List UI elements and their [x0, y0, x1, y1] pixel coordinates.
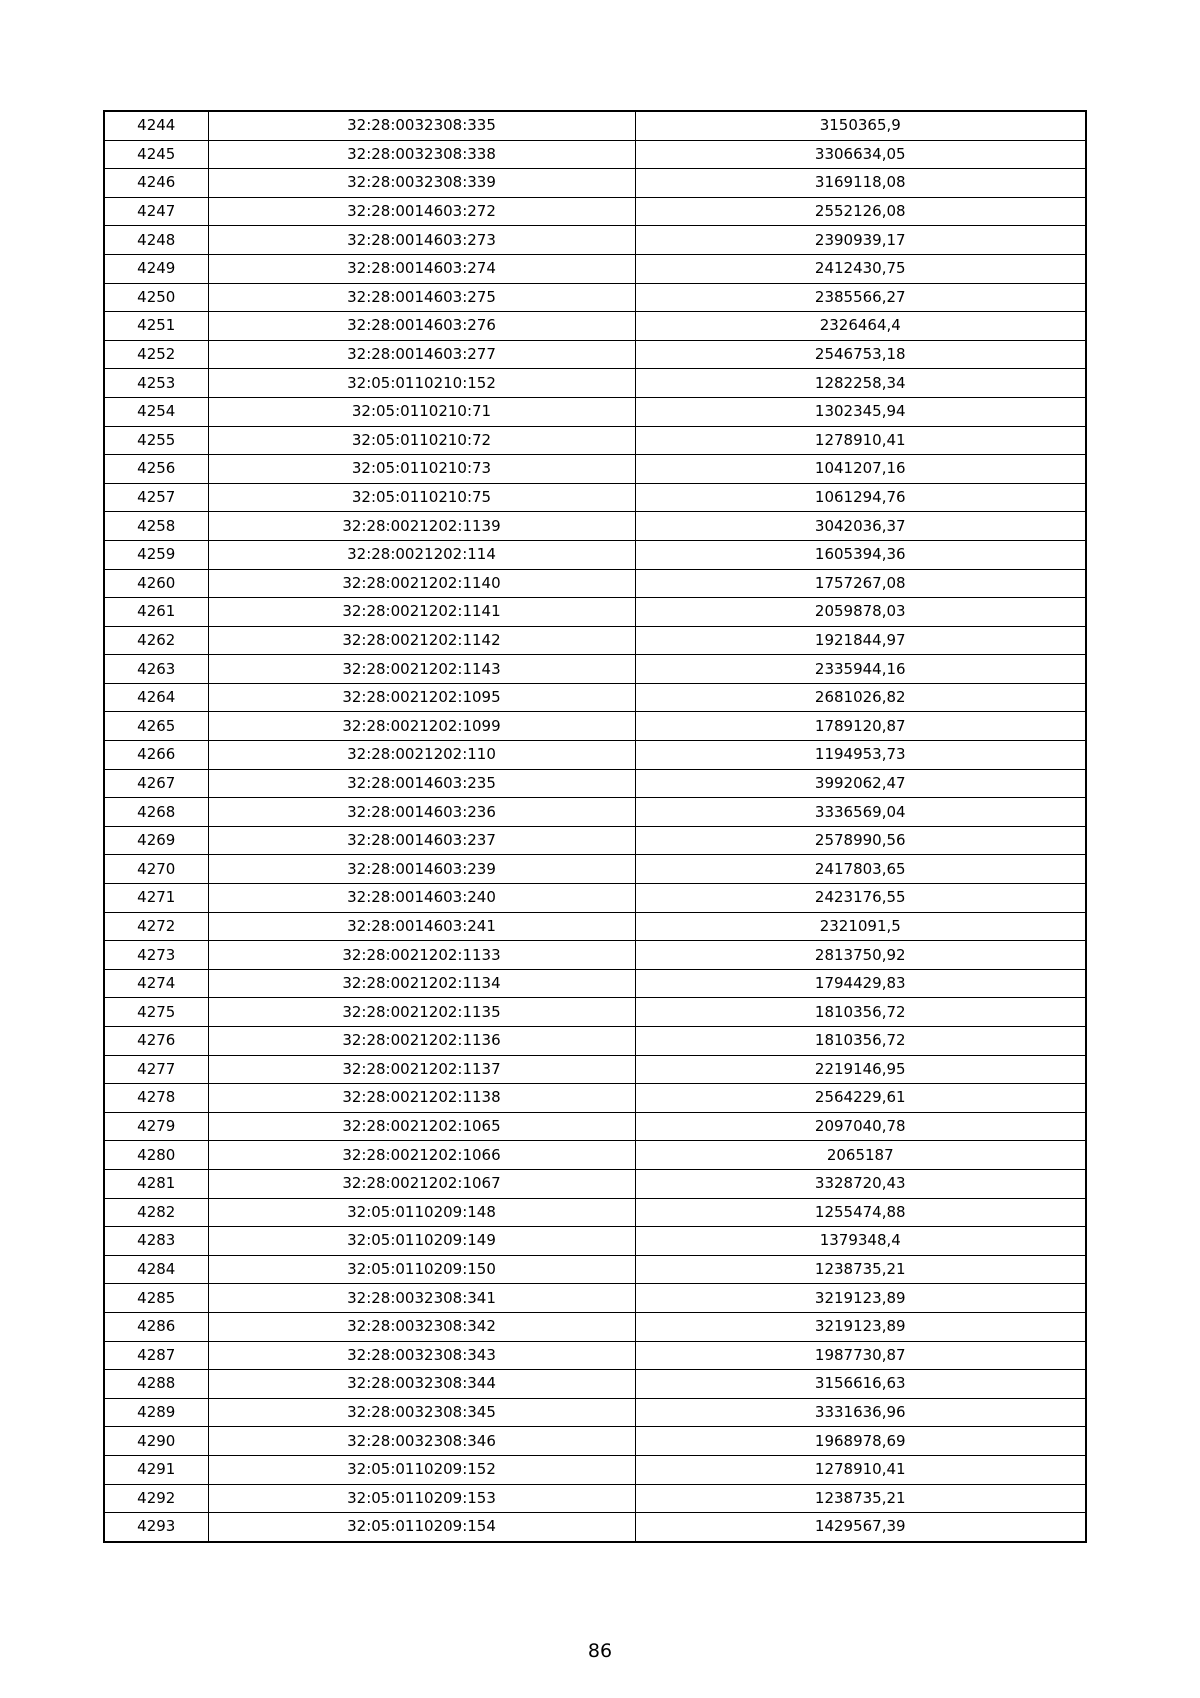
row-number-cell: 4282: [104, 1198, 208, 1227]
table-row: [104, 683, 1086, 712]
value-cell: 2417803,65: [635, 855, 1086, 884]
cadastral-number-cell: 32:28:0032308:345: [208, 1398, 635, 1427]
cadastral-number-cell: 32:28:0021202:1066: [208, 1141, 635, 1170]
value-cell: 2564229,61: [635, 1084, 1086, 1113]
value-cell: 1794429,83: [635, 969, 1086, 998]
table-row: [104, 1198, 1086, 1227]
value-cell: 1061294,76: [635, 483, 1086, 512]
cadastral-number-cell: 32:28:0032308:335: [208, 111, 635, 140]
value-cell: 2335944,16: [635, 655, 1086, 684]
cadastral-number-cell: 32:28:0014603:277: [208, 340, 635, 369]
table-row: [104, 941, 1086, 970]
value-cell: 1757267,08: [635, 569, 1086, 598]
cadastral-number-cell: 32:28:0014603:241: [208, 912, 635, 941]
value-cell: 2065187: [635, 1141, 1086, 1170]
cadastral-number-cell: 32:28:0032308:344: [208, 1370, 635, 1399]
value-cell: 1968978,69: [635, 1427, 1086, 1456]
cadastral-number-cell: 32:28:0032308:338: [208, 140, 635, 169]
table-row: [104, 512, 1086, 541]
value-cell: 3331636,96: [635, 1398, 1086, 1427]
cadastral-number-cell: 32:28:0021202:1142: [208, 626, 635, 655]
value-cell: 1810356,72: [635, 1027, 1086, 1056]
row-number-cell: 4244: [104, 111, 208, 140]
table-row: [104, 912, 1086, 941]
table-row: [104, 884, 1086, 913]
row-number-cell: 4278: [104, 1084, 208, 1113]
cadastral-number-cell: 32:28:0021202:1143: [208, 655, 635, 684]
value-cell: 1921844,97: [635, 626, 1086, 655]
value-cell: 2326464,4: [635, 312, 1086, 341]
value-cell: 2423176,55: [635, 884, 1086, 913]
cadastral-number-cell: 32:28:0032308:339: [208, 169, 635, 198]
table-row: [104, 1370, 1086, 1399]
cadastral-number-cell: 32:28:0014603:237: [208, 826, 635, 855]
value-cell: 3992062,47: [635, 769, 1086, 798]
cadastral-number-cell: 32:05:0110209:153: [208, 1484, 635, 1513]
table-row: [104, 1513, 1086, 1542]
row-number-cell: 4245: [104, 140, 208, 169]
cadastral-number-cell: 32:28:0021202:1138: [208, 1084, 635, 1113]
table-row: [104, 312, 1086, 341]
value-cell: 3150365,9: [635, 111, 1086, 140]
cadastral-number-cell: 32:28:0021202:1065: [208, 1112, 635, 1141]
value-cell: 1810356,72: [635, 998, 1086, 1027]
table-row: [104, 111, 1086, 140]
value-cell: 2412430,75: [635, 254, 1086, 283]
value-cell: 1278910,41: [635, 1455, 1086, 1484]
cadastral-number-cell: 32:28:0021202:110: [208, 741, 635, 770]
value-cell: 1789120,87: [635, 712, 1086, 741]
table-row: [104, 340, 1086, 369]
cadastral-number-cell: 32:05:0110209:148: [208, 1198, 635, 1227]
cadastral-number-cell: 32:28:0032308:346: [208, 1427, 635, 1456]
row-number-cell: 4257: [104, 483, 208, 512]
table-row: [104, 455, 1086, 484]
cadastral-number-cell: 32:05:0110210:75: [208, 483, 635, 512]
cadastral-number-cell: 32:05:0110209:152: [208, 1455, 635, 1484]
row-number-cell: 4283: [104, 1227, 208, 1256]
row-number-cell: 4265: [104, 712, 208, 741]
table-row: [104, 798, 1086, 827]
row-number-cell: 4267: [104, 769, 208, 798]
table-row: [104, 741, 1086, 770]
table-row: [104, 1227, 1086, 1256]
cadastral-number-cell: 32:05:0110210:72: [208, 426, 635, 455]
value-cell: 1238735,21: [635, 1484, 1086, 1513]
row-number-cell: 4261: [104, 598, 208, 627]
table-row: [104, 169, 1086, 198]
row-number-cell: 4255: [104, 426, 208, 455]
cadastral-number-cell: 32:28:0014603:274: [208, 254, 635, 283]
row-number-cell: 4274: [104, 969, 208, 998]
row-number-cell: 4253: [104, 369, 208, 398]
value-cell: 1302345,94: [635, 397, 1086, 426]
row-number-cell: 4287: [104, 1341, 208, 1370]
value-cell: 1238735,21: [635, 1255, 1086, 1284]
value-cell: 2385566,27: [635, 283, 1086, 312]
table-row: [104, 397, 1086, 426]
table-row: [104, 1312, 1086, 1341]
cadastral-number-cell: 32:28:0021202:1136: [208, 1027, 635, 1056]
value-cell: 2219146,95: [635, 1055, 1086, 1084]
row-number-cell: 4251: [104, 312, 208, 341]
row-number-cell: 4254: [104, 397, 208, 426]
value-cell: 1282258,34: [635, 369, 1086, 398]
cadastral-number-cell: 32:05:0110209:149: [208, 1227, 635, 1256]
cadastral-value-table: [103, 110, 1087, 1543]
value-cell: 3156616,63: [635, 1370, 1086, 1399]
value-cell: 1379348,4: [635, 1227, 1086, 1256]
cadastral-number-cell: 32:28:0021202:1095: [208, 683, 635, 712]
cadastral-number-cell: 32:28:0014603:275: [208, 283, 635, 312]
row-number-cell: 4279: [104, 1112, 208, 1141]
cadastral-number-cell: 32:05:0110210:73: [208, 455, 635, 484]
cadastral-number-cell: 32:28:0014603:236: [208, 798, 635, 827]
row-number-cell: 4281: [104, 1169, 208, 1198]
cadastral-number-cell: 32:28:0014603:240: [208, 884, 635, 913]
table-body: [104, 111, 1086, 1542]
table-row: [104, 254, 1086, 283]
cadastral-number-cell: 32:28:0021202:1135: [208, 998, 635, 1027]
row-number-cell: 4272: [104, 912, 208, 941]
row-number-cell: 4275: [104, 998, 208, 1027]
value-cell: 3169118,08: [635, 169, 1086, 198]
table-row: [104, 598, 1086, 627]
table-row: [104, 1027, 1086, 1056]
value-cell: 3306634,05: [635, 140, 1086, 169]
row-number-cell: 4264: [104, 683, 208, 712]
value-cell: 2681026,82: [635, 683, 1086, 712]
value-cell: 1429567,39: [635, 1513, 1086, 1542]
value-cell: 3328720,43: [635, 1169, 1086, 1198]
cadastral-number-cell: 32:28:0021202:1133: [208, 941, 635, 970]
table-row: [104, 1169, 1086, 1198]
value-cell: 1278910,41: [635, 426, 1086, 455]
row-number-cell: 4292: [104, 1484, 208, 1513]
table-row: [104, 826, 1086, 855]
cadastral-number-cell: 32:28:0021202:1099: [208, 712, 635, 741]
row-number-cell: 4252: [104, 340, 208, 369]
cadastral-number-cell: 32:28:0032308:342: [208, 1312, 635, 1341]
table-row: [104, 1112, 1086, 1141]
table-row: [104, 1455, 1086, 1484]
value-cell: 2390939,17: [635, 226, 1086, 255]
value-cell: 2059878,03: [635, 598, 1086, 627]
value-cell: 1987730,87: [635, 1341, 1086, 1370]
cadastral-number-cell: 32:28:0021202:1137: [208, 1055, 635, 1084]
value-cell: 2578990,56: [635, 826, 1086, 855]
table-row: [104, 712, 1086, 741]
table-row: [104, 569, 1086, 598]
row-number-cell: 4289: [104, 1398, 208, 1427]
value-cell: 1605394,36: [635, 540, 1086, 569]
table-row: [104, 197, 1086, 226]
cadastral-number-cell: 32:28:0021202:1067: [208, 1169, 635, 1198]
value-cell: 2097040,78: [635, 1112, 1086, 1141]
row-number-cell: 4277: [104, 1055, 208, 1084]
value-cell: 2552126,08: [635, 197, 1086, 226]
value-cell: 3336569,04: [635, 798, 1086, 827]
row-number-cell: 4249: [104, 254, 208, 283]
row-number-cell: 4280: [104, 1141, 208, 1170]
cadastral-number-cell: 32:28:0021202:1139: [208, 512, 635, 541]
row-number-cell: 4285: [104, 1284, 208, 1313]
row-number-cell: 4266: [104, 741, 208, 770]
cadastral-number-cell: 32:05:0110209:154: [208, 1513, 635, 1542]
row-number-cell: 4259: [104, 540, 208, 569]
value-cell: 1255474,88: [635, 1198, 1086, 1227]
row-number-cell: 4270: [104, 855, 208, 884]
row-number-cell: 4271: [104, 884, 208, 913]
table-row: [104, 426, 1086, 455]
table-row: [104, 540, 1086, 569]
table-row: [104, 626, 1086, 655]
table-row: [104, 1341, 1086, 1370]
table-row: [104, 140, 1086, 169]
row-number-cell: 4293: [104, 1513, 208, 1542]
row-number-cell: 4268: [104, 798, 208, 827]
value-cell: 3042036,37: [635, 512, 1086, 541]
page-number: 86: [587, 1640, 613, 1662]
row-number-cell: 4290: [104, 1427, 208, 1456]
cadastral-number-cell: 32:28:0014603:273: [208, 226, 635, 255]
table-row: [104, 1284, 1086, 1313]
table-row: [104, 1255, 1086, 1284]
row-number-cell: 4262: [104, 626, 208, 655]
row-number-cell: 4250: [104, 283, 208, 312]
value-cell: 3219123,89: [635, 1312, 1086, 1341]
value-cell: 3219123,89: [635, 1284, 1086, 1313]
cadastral-number-cell: 32:28:0021202:1141: [208, 598, 635, 627]
cadastral-number-cell: 32:28:0021202:114: [208, 540, 635, 569]
value-cell: 2546753,18: [635, 340, 1086, 369]
row-number-cell: 4263: [104, 655, 208, 684]
cadastral-number-cell: 32:05:0110209:150: [208, 1255, 635, 1284]
cadastral-number-cell: 32:28:0021202:1140: [208, 569, 635, 598]
row-number-cell: 4258: [104, 512, 208, 541]
cadastral-number-cell: 32:05:0110210:152: [208, 369, 635, 398]
table-row: [104, 1084, 1086, 1113]
cadastral-number-cell: 32:28:0014603:235: [208, 769, 635, 798]
cadastral-number-cell: 32:28:0014603:276: [208, 312, 635, 341]
row-number-cell: 4256: [104, 455, 208, 484]
row-number-cell: 4276: [104, 1027, 208, 1056]
row-number-cell: 4269: [104, 826, 208, 855]
table-row: [104, 283, 1086, 312]
cadastral-number-cell: 32:28:0014603:239: [208, 855, 635, 884]
cadastral-number-cell: 32:28:0014603:272: [208, 197, 635, 226]
table-row: [104, 998, 1086, 1027]
row-number-cell: 4260: [104, 569, 208, 598]
cadastral-number-cell: 32:28:0032308:343: [208, 1341, 635, 1370]
table-row: [104, 1141, 1086, 1170]
cadastral-number-cell: 32:05:0110210:71: [208, 397, 635, 426]
value-cell: 2813750,92: [635, 941, 1086, 970]
table-row: [104, 483, 1086, 512]
row-number-cell: 4291: [104, 1455, 208, 1484]
row-number-cell: 4247: [104, 197, 208, 226]
row-number-cell: 4273: [104, 941, 208, 970]
table-row: [104, 1427, 1086, 1456]
table-row: [104, 969, 1086, 998]
row-number-cell: 4246: [104, 169, 208, 198]
table-row: [104, 1484, 1086, 1513]
cadastral-number-cell: 32:28:0021202:1134: [208, 969, 635, 998]
row-number-cell: 4288: [104, 1370, 208, 1399]
value-cell: 2321091,5: [635, 912, 1086, 941]
table-row: [104, 769, 1086, 798]
table-row: [104, 655, 1086, 684]
row-number-cell: 4286: [104, 1312, 208, 1341]
table-row: [104, 369, 1086, 398]
row-number-cell: 4248: [104, 226, 208, 255]
value-cell: 1041207,16: [635, 455, 1086, 484]
table-row: [104, 855, 1086, 884]
cadastral-number-cell: 32:28:0032308:341: [208, 1284, 635, 1313]
row-number-cell: 4284: [104, 1255, 208, 1284]
table-row: [104, 1055, 1086, 1084]
table-row: [104, 226, 1086, 255]
value-cell: 1194953,73: [635, 741, 1086, 770]
table-row: [104, 1398, 1086, 1427]
